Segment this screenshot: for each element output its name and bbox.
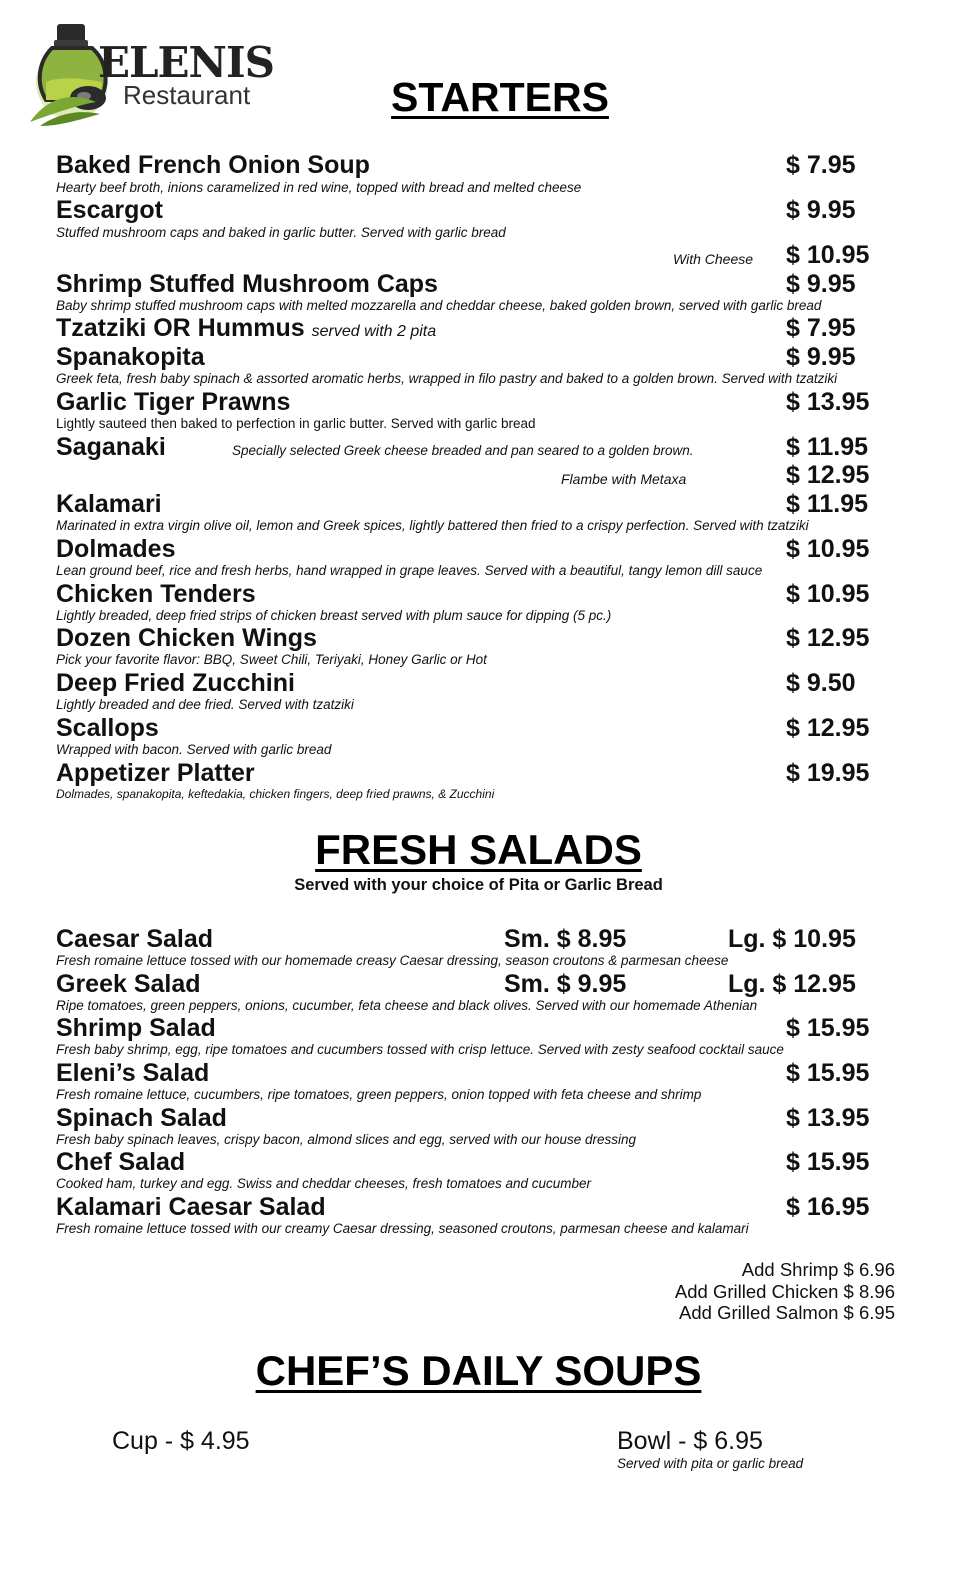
menu-item-small-price: Sm. $ 8.95	[504, 925, 627, 953]
menu-item-price: $ 15.95	[786, 1059, 870, 1087]
menu-item-price: $ 9.95	[786, 343, 856, 371]
menu-item-price: $ 9.95	[786, 196, 856, 224]
soup-bowl-price: Bowl - $ 6.95	[617, 1427, 763, 1455]
menu-item-price: $ 10.95	[786, 580, 870, 608]
menu-item-desc: Fresh romaine lettuce tossed with our homemade creasy Caesar dressing, season croutons & parmesan cheese	[56, 953, 729, 968]
menu-item-price: $ 11.95	[786, 490, 869, 518]
menu-item-price: $ 15.95	[786, 1148, 870, 1176]
menu-item-option-price: $ 12.95	[786, 461, 870, 489]
menu-item-price: $ 13.95	[786, 1104, 870, 1132]
soup-cup-price: Cup - $ 4.95	[112, 1427, 250, 1455]
menu-item-name: Saganaki	[56, 433, 166, 461]
menu-item-name: Spanakopita	[56, 343, 205, 371]
menu-item-name: Shrimp Salad	[56, 1014, 216, 1042]
menu-item-name: Caesar Salad	[56, 925, 214, 953]
menu-item-desc: Dolmades, spanakopita, keftedakia, chicken fingers, deep fried prawns, & Zucchini	[56, 787, 495, 801]
menu-item-large-price: Lg. $ 12.95	[728, 970, 856, 998]
menu-item-price: $ 19.95	[786, 759, 870, 787]
salads-heading: FRESH SALADS	[315, 826, 642, 873]
soups-heading: CHEF’S DAILY SOUPS	[255, 1347, 702, 1394]
menu-item-desc: Hearty beef broth, inions caramelized in red wine, topped with bread and melted cheese	[56, 180, 582, 195]
menu-item-price: $ 13.95	[786, 388, 870, 416]
menu-item-name: Kalamari Caesar Salad	[56, 1193, 326, 1221]
menu-item-price: $ 7.95	[786, 151, 856, 179]
menu-item-price: $ 12.95	[786, 714, 870, 742]
menu-item-desc: Cooked ham, turkey and egg. Swiss and cheddar cheeses, fresh tomatoes and cucumber	[56, 1176, 592, 1191]
menu-item-name: Chef Salad	[56, 1148, 186, 1176]
menu-item-price: $ 11.95	[786, 433, 869, 461]
menu-item-note: served with 2 pita	[311, 323, 437, 340]
menu-item-name: Garlic Tiger Prawns	[56, 388, 291, 416]
menu-item-desc: Fresh baby spinach leaves, crispy bacon, almond slices and egg, served with our house dressing	[56, 1132, 637, 1147]
menu-item-desc: Ripe tomatoes, green peppers, onions, cucumber, feta cheese and black olives. Served with our homemade Athenian	[56, 998, 758, 1013]
menu-item-name: Dozen Chicken Wings	[56, 624, 317, 652]
menu-item-desc: Greek feta, fresh baby spinach & assorted aromatic herbs, wrapped in filo pastry and baked to a golden brown. Served with tzatziki	[56, 371, 838, 386]
starters-heading: STARTERS	[391, 74, 609, 120]
menu-item-option-price: $ 10.95	[786, 241, 870, 269]
menu-item-price: $ 16.95	[786, 1193, 870, 1221]
menu-item-name: Appetizer Platter	[56, 759, 255, 787]
salads-subtitle: Served with your choice of Pita or Garlic Bread	[294, 876, 663, 894]
menu-item-name	[56, 314, 436, 343]
soup-bowl-note: Served with pita or garlic bread	[617, 1456, 804, 1471]
logo-wordmark: ELENIS	[98, 38, 274, 87]
menu-item-price: $ 12.95	[786, 624, 870, 652]
menu-item-name: Greek Salad	[56, 970, 201, 998]
addon-item: Add Grilled Chicken $ 8.96	[674, 1281, 895, 1302]
menu-item-desc: Marinated in extra virgin olive oil, lemon and Greek spices, lightly battered then fried to a crispy perfection. Served with tzatziki	[56, 518, 809, 533]
menu-item-name: Eleni’s Salad	[56, 1059, 210, 1087]
menu-item-small-price: Sm. $ 9.95	[504, 970, 627, 998]
menu-item-desc: Baby shrimp stuffed mushroom caps with melted mozzarella and cheddar cheese, baked golden brown, served with garlic bread	[56, 298, 822, 313]
menu-item-name: Deep Fried Zucchini	[56, 669, 295, 697]
menu-item-desc: Lean ground beef, rice and fresh herbs, hand wrapped in grape leaves. Served with a beautiful, tangy lemon dill sauce	[56, 563, 763, 578]
menu-item-name: Dolmades	[56, 535, 176, 563]
menu-item-name: Chicken Tenders	[56, 580, 256, 608]
addon-item: Add Shrimp $ 6.96	[741, 1259, 895, 1280]
menu-item-large-price: Lg. $ 10.95	[728, 925, 856, 953]
menu-item-desc: Lightly sauteed then baked to perfection in garlic butter. Served with garlic bread	[56, 416, 536, 431]
menu-item-name: Kalamari	[56, 490, 162, 518]
logo-subtitle: Restaurant	[123, 80, 251, 110]
menu-item-desc: Fresh romaine lettuce, cucumbers, ripe tomatoes, green peppers, onion topped with feta cheese and shrimp	[56, 1087, 702, 1102]
menu-item-price: $ 15.95	[786, 1014, 870, 1042]
menu-item-desc: Lightly breaded, deep fried strips of chicken breast served with plum sauce for dipping (5 pc.)	[56, 608, 612, 623]
menu-item-name-text: Tzatziki OR Hummus	[56, 314, 305, 342]
menu-item-desc: Wrapped with bacon. Served with garlic bread	[56, 742, 332, 757]
menu-item-name: Scallops	[56, 714, 159, 742]
menu-item-name: Baked French Onion Soup	[56, 151, 370, 179]
menu-item-price: $ 7.95	[786, 314, 856, 342]
menu-item-price: $ 10.95	[786, 535, 870, 563]
menu-item-desc: Specially selected Greek cheese breaded and pan seared to a golden brown.	[232, 443, 694, 458]
menu-item-desc: Lightly breaded and dee fried. Served with tzatziki	[56, 697, 354, 712]
menu-item-option-label: Flambe with Metaxa	[561, 471, 687, 487]
menu-item-name: Escargot	[56, 196, 163, 224]
menu-item-desc: Stuffed mushroom caps and baked in garlic butter. Served with garlic bread	[56, 225, 506, 240]
menu-item-desc: Fresh romaine lettuce tossed with our creamy Caesar dressing, seasoned croutons, parmesan cheese and kalamari	[56, 1221, 749, 1236]
menu-item-price: $ 9.50	[786, 669, 856, 697]
menu-item-desc: Fresh baby shrimp, egg, ripe tomatoes and cucumbers tossed with crisp lettuce. Served with zesty seafood cocktail sauce	[56, 1042, 784, 1057]
menu-item-name: Spinach Salad	[56, 1104, 227, 1132]
menu-item-price: $ 9.95	[786, 270, 856, 298]
menu-item-name: Shrimp Stuffed Mushroom Caps	[56, 270, 438, 298]
menu-item-option-label: With Cheese	[673, 251, 754, 267]
addon-item: Add Grilled Salmon $ 6.95	[679, 1302, 895, 1323]
menu-item-desc: Pick your favorite flavor: BBQ, Sweet Chili, Teriyaki, Honey Garlic or Hot	[56, 652, 487, 667]
